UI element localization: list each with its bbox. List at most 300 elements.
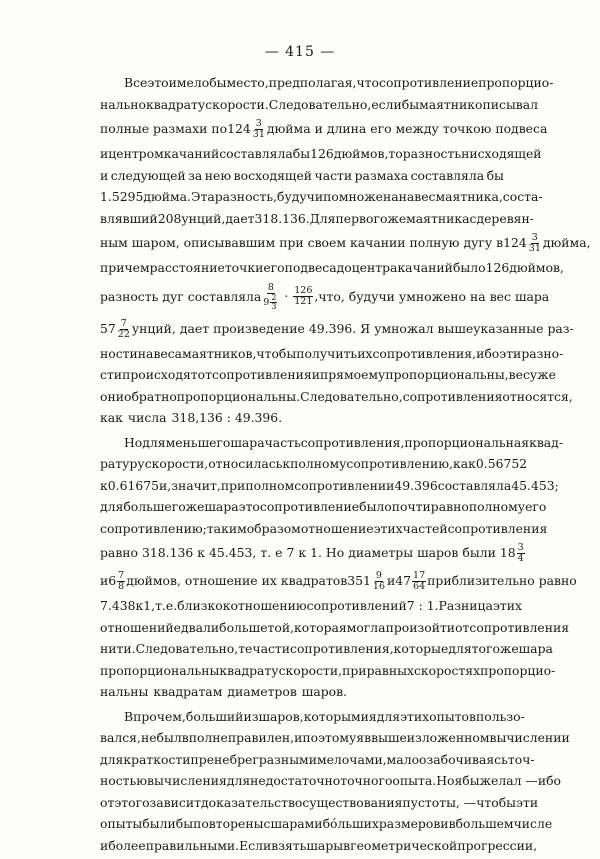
fraction-denominator: 22 xyxy=(117,328,130,340)
word: имело xyxy=(168,75,210,90)
fraction-denominator: 64 xyxy=(413,581,426,592)
word: для xyxy=(100,499,124,514)
text-line xyxy=(100,143,542,165)
text-line xyxy=(100,727,570,749)
word: диаметров xyxy=(227,684,297,699)
word: числе xyxy=(513,816,553,831)
word: большем xyxy=(455,816,514,831)
mixed-fraction xyxy=(227,118,267,140)
word: шаров, xyxy=(258,708,304,724)
fraction-denominator: 31 xyxy=(252,129,265,140)
mixed-fraction xyxy=(500,542,526,564)
word: повторены xyxy=(193,816,264,831)
word: шара xyxy=(518,641,553,656)
word: подвеса xyxy=(495,121,548,137)
text-line xyxy=(100,453,528,475)
word: их xyxy=(357,345,373,361)
word: качаний xyxy=(163,146,220,161)
word: вышеизложенном xyxy=(371,730,490,745)
word: получить xyxy=(296,345,358,361)
word: произойти xyxy=(385,619,456,635)
fraction xyxy=(412,571,426,592)
word: равных xyxy=(366,662,414,678)
word: от xyxy=(100,794,115,810)
word: больше xyxy=(219,619,268,635)
word: я xyxy=(356,730,365,745)
word: Я xyxy=(360,320,371,336)
word: весу xyxy=(508,367,538,382)
word: до xyxy=(336,260,352,275)
word: пропорцио- xyxy=(478,75,554,90)
word: дает xyxy=(225,210,255,226)
word: составляла xyxy=(187,288,262,304)
word: маятника xyxy=(406,210,470,226)
text-line xyxy=(100,496,547,518)
word: и xyxy=(440,816,449,831)
word: недостаточно xyxy=(250,773,341,788)
word: ли xyxy=(203,619,220,635)
word: место, xyxy=(226,75,269,90)
word: сопротивлений xyxy=(306,598,407,613)
word: т. xyxy=(155,598,166,613)
word: точного xyxy=(340,773,393,788)
word: для xyxy=(376,708,401,724)
text-line xyxy=(100,407,504,429)
word: правильными. xyxy=(145,837,240,853)
word: то xyxy=(388,146,403,161)
word: к xyxy=(282,456,291,471)
word-group xyxy=(100,286,261,308)
word: составляла xyxy=(410,167,485,183)
word: точки xyxy=(224,260,264,275)
word: ностью xyxy=(100,773,148,788)
word: дюйма, xyxy=(542,235,591,251)
fraction xyxy=(517,543,525,564)
text-line xyxy=(100,343,564,365)
word: желал — xyxy=(479,773,538,788)
word: того xyxy=(471,641,500,656)
word: сопротивлению; xyxy=(100,520,207,536)
word: т. xyxy=(260,545,272,561)
word: дюймов, xyxy=(126,573,181,589)
word: этих xyxy=(400,708,430,724)
word-group xyxy=(132,318,574,340)
word: из xyxy=(243,708,259,724)
word: 1. xyxy=(310,545,322,561)
word: ным xyxy=(100,235,128,251)
word: которые xyxy=(393,641,449,656)
word: маятников, xyxy=(182,345,257,361)
word: бы xyxy=(401,96,420,112)
word: центром xyxy=(108,146,164,161)
text-line xyxy=(100,681,504,703)
paragraph-3 xyxy=(100,706,570,857)
word: Следовательно, xyxy=(300,388,403,404)
word: ности xyxy=(100,345,138,361)
word: дает xyxy=(179,320,210,336)
word: 318.136. xyxy=(254,210,310,226)
word: сопротивления xyxy=(402,388,503,404)
word: и xyxy=(294,730,303,745)
word: 45.453; xyxy=(511,477,559,493)
word: вес xyxy=(414,189,436,204)
word: его xyxy=(370,121,392,137)
text-line xyxy=(100,595,522,617)
word: между xyxy=(395,121,439,137)
word: 1.5295 xyxy=(100,189,144,204)
word: полному xyxy=(290,456,347,471)
word: маятника, xyxy=(435,189,503,204)
text-line xyxy=(100,279,550,315)
word: почти xyxy=(391,499,431,514)
word: если xyxy=(371,96,402,112)
text-line xyxy=(100,660,556,682)
word: 1, xyxy=(143,598,156,613)
word-group xyxy=(100,570,108,592)
word: и, xyxy=(159,477,172,493)
text-line xyxy=(100,257,564,279)
word: Для xyxy=(309,210,336,226)
word: ибо xyxy=(537,773,561,788)
text-line xyxy=(100,770,561,792)
word: же xyxy=(499,641,519,656)
word: и xyxy=(100,573,109,589)
word: равно xyxy=(100,545,139,561)
word: к xyxy=(197,545,206,561)
word: относилась xyxy=(208,456,283,471)
fraction-denominator xyxy=(262,294,279,311)
word: были xyxy=(462,545,496,561)
word-group xyxy=(100,232,503,254)
word: дуг xyxy=(162,288,184,304)
word: квадратов xyxy=(280,573,348,589)
word: сопротивления, xyxy=(372,345,477,361)
word: образом xyxy=(246,520,301,536)
word: квадратам xyxy=(153,684,223,699)
word: размеров xyxy=(378,816,441,831)
word: Следовательно, xyxy=(268,96,372,112)
word: нально xyxy=(100,96,146,112)
word: я xyxy=(368,708,377,724)
word: было xyxy=(359,499,392,514)
fraction-numerator: 7 xyxy=(118,570,125,581)
fraction xyxy=(252,119,266,140)
word: дюйма xyxy=(266,121,311,137)
word: размахи xyxy=(153,121,208,137)
word: на xyxy=(398,189,415,204)
word: разность, xyxy=(214,189,278,204)
word: частей xyxy=(402,520,448,536)
text-line xyxy=(100,229,591,257)
word: пользо- xyxy=(475,708,525,724)
word: числа xyxy=(127,410,167,425)
word: его xyxy=(525,499,547,514)
fraction-denominator: 16 xyxy=(372,581,385,592)
fraction-whole: 351 xyxy=(347,573,371,588)
word-group xyxy=(126,570,347,592)
word: которая xyxy=(294,619,347,635)
word: пустоты, — xyxy=(402,794,477,810)
fraction xyxy=(117,319,131,340)
word: квадрату xyxy=(219,662,279,678)
word: его xyxy=(263,260,285,275)
word: отношений xyxy=(100,619,174,635)
paragraph-2 xyxy=(100,432,577,703)
word: предполагая, xyxy=(268,75,357,90)
word: части xyxy=(252,641,291,656)
word: бы xyxy=(292,146,311,161)
word: при xyxy=(279,235,304,251)
word: сопротивлении xyxy=(294,477,395,493)
word: Впрочем, xyxy=(124,708,186,724)
word: сопротивление xyxy=(379,75,479,90)
text-line xyxy=(100,518,548,540)
word: Эта xyxy=(191,189,215,204)
word: точ- xyxy=(507,751,535,767)
word: шаров. xyxy=(301,684,348,699)
text-line xyxy=(100,617,570,639)
word: для xyxy=(448,641,472,656)
word: пропорциональны, xyxy=(385,367,509,382)
text-line xyxy=(100,792,539,814)
word: поэтому xyxy=(302,730,357,745)
word: по xyxy=(211,121,228,137)
word: части xyxy=(314,167,353,183)
word: унций, xyxy=(131,320,176,336)
word: Но xyxy=(436,773,455,788)
fraction-denominator: 3 xyxy=(271,301,277,311)
word: опыта. xyxy=(392,773,437,788)
word: той, xyxy=(267,619,295,635)
word: 7.438 xyxy=(100,598,136,613)
word: шара xyxy=(514,288,550,304)
word: полные xyxy=(100,121,150,137)
word: скорости. xyxy=(205,96,269,112)
word: опытов xyxy=(429,708,476,724)
word: 7 xyxy=(286,545,295,561)
word: скорости, xyxy=(144,456,209,471)
word: сти xyxy=(100,367,123,382)
mixed-fraction xyxy=(347,570,387,592)
word: в xyxy=(364,730,372,745)
word: шара xyxy=(204,499,239,514)
word: сопротивления xyxy=(212,367,312,382)
fraction-numerator: 8 xyxy=(267,281,274,293)
word: дюйма. xyxy=(143,189,191,204)
word: разными xyxy=(258,751,317,767)
text-line xyxy=(100,115,548,143)
word: 208 xyxy=(157,210,182,226)
word: бы xyxy=(209,75,227,90)
mixed-fraction xyxy=(503,232,543,254)
word: бы xyxy=(462,773,480,788)
word: разно- xyxy=(521,345,564,361)
word: скорости, xyxy=(278,662,343,678)
word: помножена xyxy=(323,189,399,204)
word: пропорциональны xyxy=(100,662,220,678)
word: размаха xyxy=(354,167,409,183)
text-line xyxy=(100,475,559,497)
word: и xyxy=(100,167,109,183)
word: как xyxy=(100,410,123,425)
word: нею xyxy=(204,167,232,183)
fraction xyxy=(117,571,125,592)
fraction xyxy=(262,283,279,311)
word: отношение xyxy=(184,573,258,589)
word: вался, xyxy=(100,730,141,745)
mixed-fraction xyxy=(100,318,132,340)
word: это xyxy=(238,499,260,514)
word: нити. xyxy=(100,641,136,656)
word: длина xyxy=(326,121,367,137)
word: соста- xyxy=(502,189,543,204)
word: умножал xyxy=(374,320,434,336)
word: Но xyxy=(325,545,345,561)
word: разность xyxy=(402,146,462,161)
word-group xyxy=(427,570,577,592)
word: к xyxy=(298,545,307,561)
word: же xyxy=(537,367,556,382)
word-group xyxy=(543,232,591,254)
word: что, xyxy=(318,288,345,304)
word: на xyxy=(470,288,486,304)
mixed-fraction xyxy=(395,570,427,592)
word: пропорциональны. xyxy=(176,388,301,404)
word: в xyxy=(496,235,504,251)
word: эти xyxy=(516,794,539,810)
word: отношение xyxy=(300,520,374,536)
word: 45.453, xyxy=(209,545,257,561)
word: вышеуказанные xyxy=(437,320,544,336)
word: отношению xyxy=(230,598,307,613)
word: часть xyxy=(264,434,301,450)
word: больший xyxy=(185,708,244,724)
word: квадрату xyxy=(145,96,206,112)
fraction-denominator: 8 xyxy=(118,581,125,592)
fraction-denominator: 121 xyxy=(294,296,313,307)
word: этих xyxy=(373,520,403,536)
text-body xyxy=(100,72,591,859)
word: и xyxy=(100,837,109,853)
word: 49.396. xyxy=(308,320,357,336)
word: с xyxy=(469,210,477,226)
word: 318,136 : 49.396. xyxy=(171,410,283,425)
word: раз- xyxy=(547,320,574,336)
text-line xyxy=(100,813,553,835)
word: как xyxy=(453,456,476,471)
word: сопротивлению, xyxy=(346,456,453,471)
page-number: — 415 — xyxy=(264,44,336,60)
compound-fraction: 8 9 $\frac{2}{3}$ · $\frac{126}{121}$ , xyxy=(263,281,319,311)
text-line xyxy=(100,72,554,94)
word: сопротивления xyxy=(469,619,570,635)
word: это xyxy=(147,75,169,90)
text-line xyxy=(100,165,504,187)
word: ибо xyxy=(476,345,500,361)
word: существования xyxy=(302,794,403,810)
text-line xyxy=(100,386,573,408)
word: не xyxy=(140,730,157,745)
word: следующей xyxy=(110,167,186,183)
text-line xyxy=(100,539,524,567)
fraction-numerator: 17 xyxy=(413,570,426,581)
word: краткости xyxy=(123,751,191,767)
word: более xyxy=(108,837,146,853)
word: пропорцио- xyxy=(480,662,556,678)
word: доказательство xyxy=(200,794,303,810)
fraction-whole: 9 xyxy=(263,296,270,308)
text-line xyxy=(100,432,564,454)
word: к xyxy=(222,598,231,613)
word: чтобы xyxy=(256,345,297,361)
word: было xyxy=(452,260,486,275)
word: в xyxy=(343,837,351,853)
word: унций, xyxy=(181,210,226,226)
word: составляла xyxy=(437,477,512,493)
word: 126 xyxy=(310,146,334,161)
word: мелочами, xyxy=(316,751,387,767)
word: шарами xyxy=(270,816,323,831)
word: был xyxy=(156,730,182,745)
text-line xyxy=(100,835,538,857)
word: и xyxy=(314,121,323,137)
word: точкою xyxy=(442,121,492,137)
fraction-numerator: 3 xyxy=(517,542,524,553)
word: и xyxy=(100,146,109,161)
word: вычислении xyxy=(489,730,570,745)
word: шара xyxy=(230,434,265,450)
word: те xyxy=(238,641,253,656)
fraction-denominator: 4 xyxy=(517,553,524,564)
word: квад- xyxy=(529,434,564,450)
word: причем xyxy=(100,260,150,275)
word: описывал xyxy=(475,96,539,112)
word: подвеса xyxy=(284,260,337,275)
word: приблизительно xyxy=(427,573,535,589)
word: происходят xyxy=(122,367,198,382)
word: зависит xyxy=(149,794,201,810)
word: от xyxy=(197,367,212,382)
fraction-numerator: 9 xyxy=(375,570,382,581)
word: деревян- xyxy=(476,210,534,226)
word: будучи xyxy=(348,288,395,304)
word: сопротивление xyxy=(259,499,360,514)
word: умножено xyxy=(398,288,467,304)
word: первого xyxy=(335,210,388,226)
word: с xyxy=(263,816,271,831)
word: вес xyxy=(489,288,511,304)
word: будучи xyxy=(277,189,324,204)
fraction-numerator: 3 xyxy=(531,232,538,243)
fraction-whole: 124 xyxy=(503,235,527,250)
word: 0.56752 xyxy=(475,456,528,471)
text-line xyxy=(100,567,577,595)
word: полному xyxy=(468,499,526,514)
word: для xyxy=(142,434,166,450)
word: чтобы xyxy=(476,794,517,810)
word: же xyxy=(387,210,407,226)
word: от xyxy=(455,619,470,635)
word: дюймов, xyxy=(509,260,564,275)
fraction-numerator: 126 xyxy=(294,285,313,296)
word: е xyxy=(275,545,283,561)
word: восходящей xyxy=(233,167,313,183)
word: полном xyxy=(245,477,295,493)
word: при xyxy=(220,477,246,493)
word: шаром, xyxy=(131,235,180,251)
text-line xyxy=(100,364,556,386)
word: к xyxy=(135,598,144,613)
